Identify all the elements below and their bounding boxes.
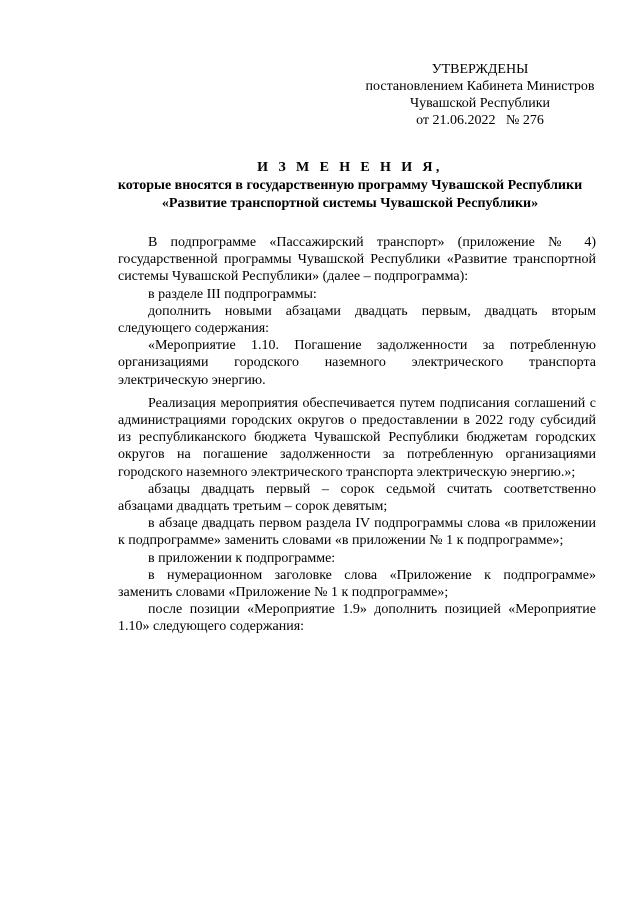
paragraph-renumber: абзацы двадцать первый – сорок седьмой считать соответственно абзацами двадцать третьим – сорок девятым; bbox=[118, 481, 596, 515]
paragraph-numbering-header: в нумерационном заголовке слова «Приложение к подпрограмме» заменить словами «Приложение № 1 к подпрограмме»; bbox=[118, 567, 596, 601]
paragraph-section-iv: в абзаце двадцать первом раздела IV подпрограммы слова «в приложении к подпрограмме» заменить словами «в приложении № 1 к подпрограмме»; bbox=[118, 516, 596, 549]
approval-republic: Чувашской Республики bbox=[409, 96, 551, 111]
approval-title: УТВЕРЖДЕНЫ bbox=[431, 62, 529, 77]
approval-date-number: от 21.06.2022 № 276 bbox=[416, 113, 544, 128]
paragraph-after-measure-1-9: после позиции «Мероприятие 1.9» дополнить позицией «Мероприятие 1.10» следующего содержания: bbox=[118, 602, 596, 635]
paragraph-add-indents: дополнить новыми абзацами двадцать первым, двадцать вторым следующего содержания: bbox=[118, 303, 596, 337]
document-body bbox=[118, 234, 596, 636]
approval-stamp bbox=[355, 61, 605, 129]
paragraph-implementation: Реализация мероприятия обеспечивается путем подписания соглашений с администрациями городских округов о предоставлении в 2022 году субсидий из республиканского бюджета Чувашской Республики бюджетам городских округов на погашение задолженности за потребленную организациями городского наземного электрического транспорта электрическую энергию.»; bbox=[118, 395, 596, 480]
heading-subtitle: которые вносятся в государственную программу Чувашской Республики bbox=[117, 178, 583, 193]
heading-title: И З М Е Н Е Н И Я, bbox=[257, 160, 443, 175]
approval-issuer: постановлением Кабинета Министров bbox=[365, 79, 595, 94]
heading-program-name: «Развитие транспортной системы Чувашской Республики» bbox=[161, 196, 539, 211]
paragraph-intro: В подпрограмме «Пассажирский транспорт» (приложение № 4) государственной программы Чувашской Республики «Развитие транспортной системы Чувашской Республики» (далее – подпрограмма): bbox=[118, 235, 596, 285]
document-heading bbox=[100, 159, 600, 213]
paragraph-measure-1-10: «Мероприятие 1.10. Погашение задолженности за потребленную организациями городского наземного электрического транспорта электрическую энергию. bbox=[118, 338, 596, 388]
paragraph-section-iii: в разделе III подпрограммы: bbox=[148, 286, 317, 302]
paragraph-appendix: в приложении к подпрограмме: bbox=[148, 550, 336, 566]
